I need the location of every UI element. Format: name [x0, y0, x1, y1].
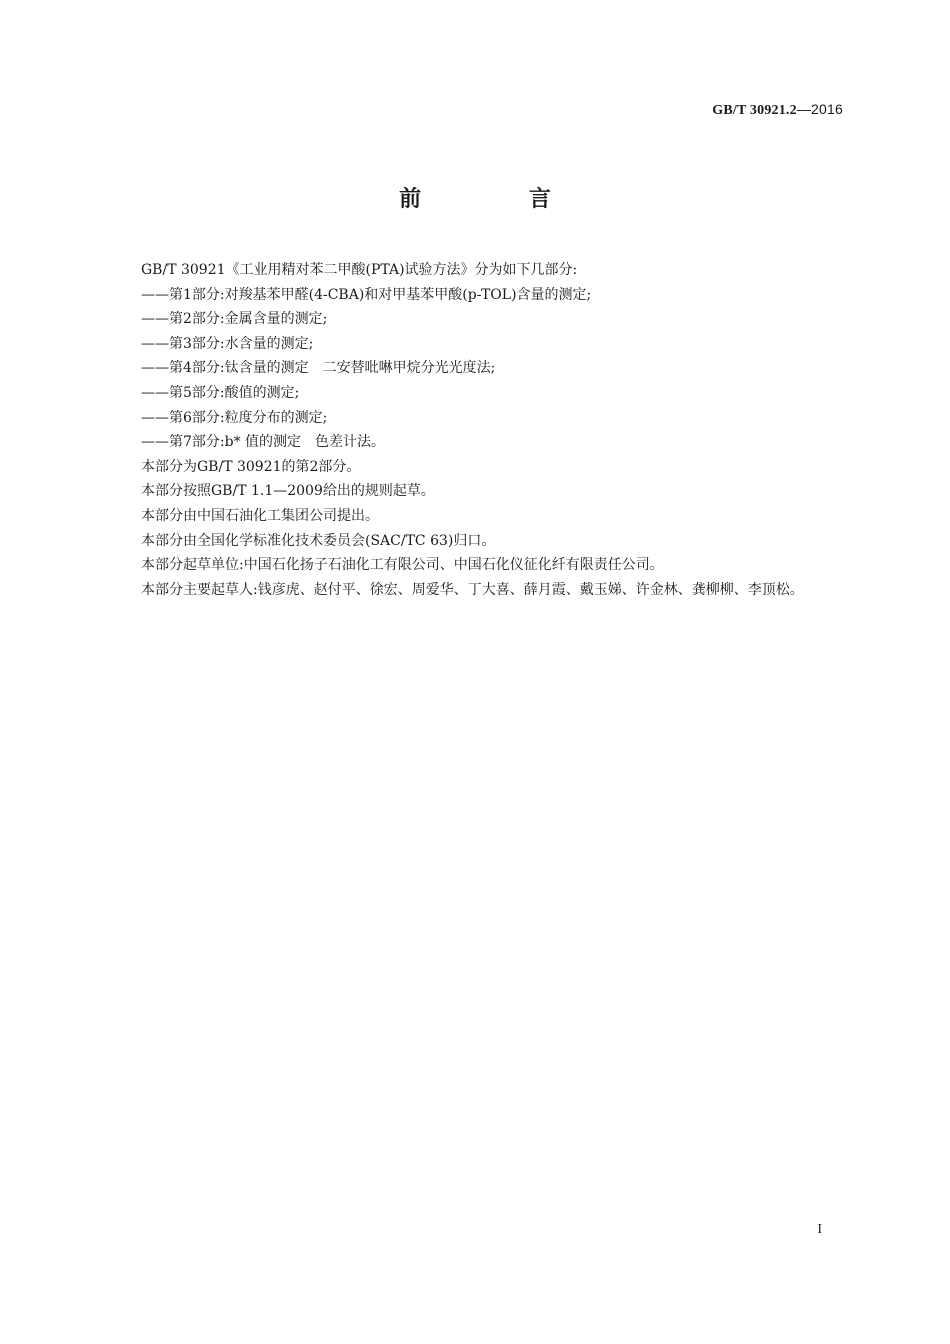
page-number: I [817, 1222, 822, 1237]
paragraph-intro: GB/T 30921《工业用精对苯二甲酸(PTA)试验方法》分为如下几部分: [141, 262, 578, 278]
standard-code: GB/T 30921.2 [712, 103, 797, 118]
standard-year: —2016 [796, 101, 843, 117]
list-item-part-1: ——第1部分:对羧基苯甲醛(4-CBA)和对甲基苯甲酸(p-TOL)含量的测定; [141, 286, 592, 303]
list-item-part-6: ——第6部分:粒度分布的测定; [141, 409, 328, 426]
list-item-part-2: ——第2部分:金属含量的测定; [141, 311, 328, 328]
standard-number [712, 101, 843, 119]
paragraph-committee: 本部分由全国化学标准化技术委员会(SAC/TC 63)归口。 [141, 532, 496, 549]
list-item-part-3: ——第3部分:水含量的测定; [141, 335, 314, 352]
list-item-part-7: ——第7部分:b* 值的测定 色差计法。 [141, 434, 386, 451]
page-title: 前 言 [399, 187, 601, 212]
foreword-body [107, 258, 845, 602]
paragraph-drafting-units: 本部分起草单位:中国石化扬子石油化工有限公司、中国石化仪征化纤有限责任公司。 [141, 557, 664, 574]
list-item-part-4: ——第4部分:钛含量的测定 二安替吡啉甲烷分光光度法; [141, 360, 496, 377]
list-item-part-5: ——第5部分:酸值的测定; [141, 384, 300, 401]
paragraph-drafters: 本部分主要起草人:钱彦虎、赵付平、徐宏、周爱华、丁大喜、薛月霞、戴玉娣、许金林、龚柳柳、李顶松。 [141, 581, 804, 598]
paragraph-part-statement: 本部分为GB/T 30921的第2部分。 [141, 458, 361, 475]
paragraph-proposer: 本部分由中国石油化工集团公司提出。 [141, 507, 379, 524]
paragraph-drafting-rules: 本部分按照GB/T 1.1—2009给出的规则起草。 [141, 483, 435, 500]
